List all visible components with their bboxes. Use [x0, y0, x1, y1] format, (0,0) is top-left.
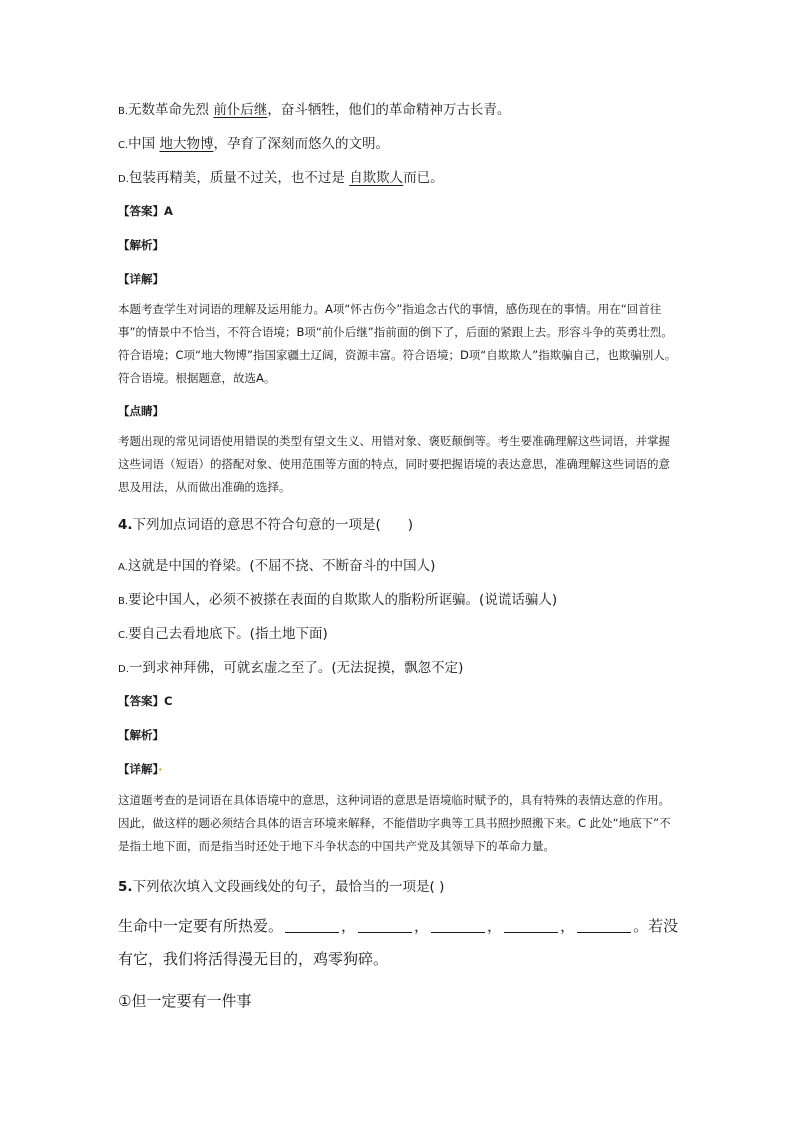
blank-5	[577, 918, 631, 933]
analysis-label: 【解析】	[118, 728, 164, 742]
option-letter: D.	[118, 664, 129, 675]
answer-label: 【答案】A	[118, 204, 173, 218]
analysis-label: 【解析】	[118, 238, 164, 252]
blank-4	[504, 918, 558, 933]
detail-label: 【详解】	[118, 272, 164, 286]
option-a: A.这就是中国的脊梁。(不屈不挠、不断奋斗的中国人)	[118, 558, 436, 574]
blank-2	[358, 918, 412, 933]
underlined-term: 地大物博	[159, 136, 214, 152]
option-letter: B.	[118, 106, 129, 117]
answer-label: 【答案】C	[118, 694, 173, 708]
underlined-term: 前仆后继	[213, 102, 268, 118]
option-letter: A.	[118, 562, 128, 573]
marker-dot: ·	[158, 763, 163, 776]
option-letter: C.	[118, 630, 129, 641]
option-d: D.包装再精美，质量不过关，也不过是 自欺欺人而已。	[118, 170, 444, 186]
underlined-term: 自欺欺人	[349, 170, 404, 186]
option-letter: B.	[118, 596, 129, 607]
sentence-item-1: ①但一定要有一件事	[118, 992, 252, 1010]
question-5: 5.下列依次填入文段画线处的句子，最恰当的一项是( )	[118, 879, 445, 895]
option-d: D.一到求神拜佛，可就玄虚之至了。(无法捉摸，飘忽不定)	[118, 660, 464, 676]
question-4: 4.下列加点词语的意思不符合句意的一项是( )	[118, 517, 414, 533]
option-c: C.要自己去看地底下。(指土地下面)	[118, 626, 328, 642]
option-b: B.无数革命先烈 前仆后继，奋斗牺牲，他们的革命精神万古长青。	[118, 102, 511, 118]
fill-blank-passage: 生命中一定要有所热爱。 ， ， ， ， 。若没有它，我们将活得漫无目的，鸡零狗碎。	[118, 917, 679, 968]
detail-paragraph: 本题考查学生对词语的理解及运用能力。A项“怀古伤今”指追念古代的事情，感伤现在的事情。用在“回首往事”的情景中不恰当，不符合语境；B项“前仆后继”指前面的倒下了，后面的紧跟上去。形容斗争的英勇壮烈。符合语境；C项“地大物博”指国家疆土辽阔，资源丰富。符合语境；D项“自欺欺人”指欺骗自己，也欺骗别人。符合语境。根据题意，故选A。	[118, 302, 677, 385]
detail-label: 【详解】·	[118, 762, 163, 776]
comment-label: 【点睛】	[118, 404, 164, 418]
option-letter: C.	[118, 140, 129, 151]
option-c: C.中国 地大物博，孕育了深刻而悠久的文明。	[118, 136, 389, 152]
option-letter: D.	[118, 174, 129, 185]
blank-1	[285, 918, 339, 933]
detail-paragraph: 这道题考查的是词语在具体语境中的意思，这种词语的意思是语境临时赋予的，具有特殊的表情达意的作用。因此，做这样的题必须结合具体的语言环境来解释，不能借助字典等工具书照抄照搬下来。C 此处“地底下”不是指土地下面，而是指当时还处于地下斗争状态的中国共产党及其领导下的革命力量。	[118, 793, 671, 853]
blank-3	[431, 918, 485, 933]
comment-paragraph: 考题出现的常见词语使用错误的类型有望文生义、用错对象、褒贬颠倒等。考生要准确理解这些词语，并掌握这些词语（短语）的搭配对象、使用范围等方面的特点，同时要把握语境的表达意思，准确理解这些词语的意思及用法，从而做出准确的选择。	[118, 434, 670, 494]
option-b: B.要论中国人，必须不被搽在表面的自欺欺人的脂粉所诓骗。(说谎话骗人)	[118, 592, 558, 608]
